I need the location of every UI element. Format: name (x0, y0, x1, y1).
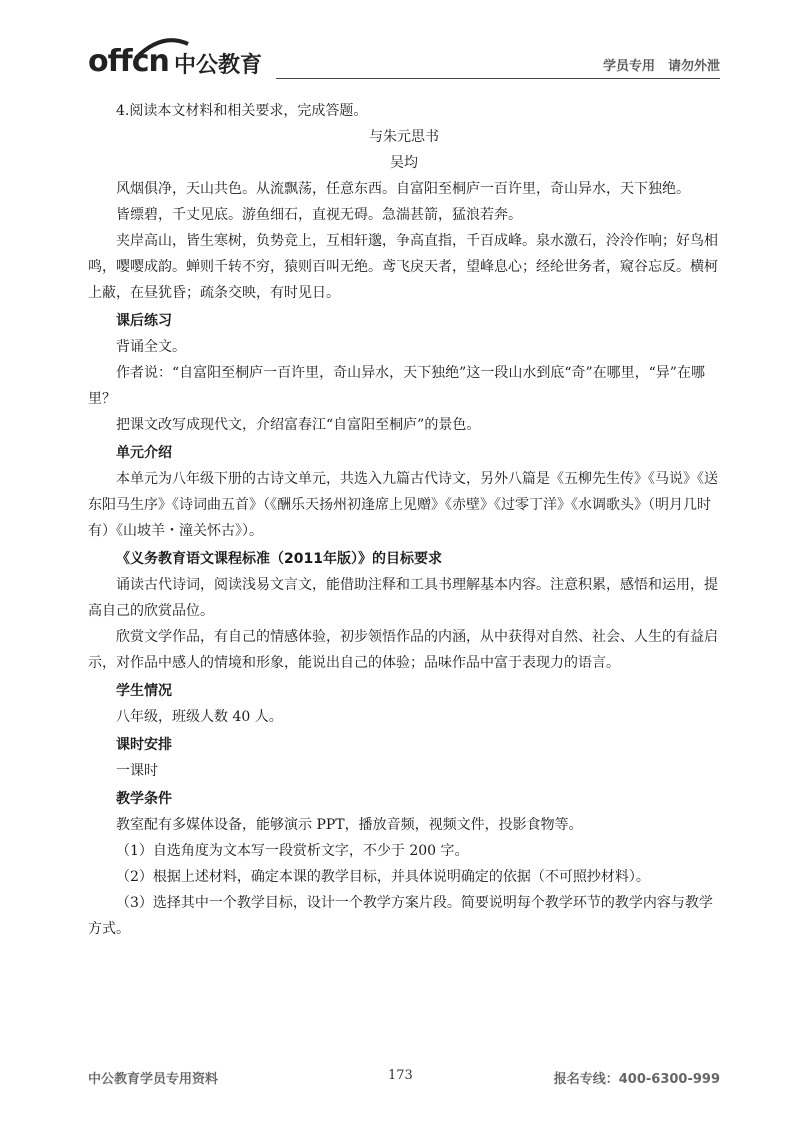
conditions-text: 教室配有多媒体设备，能够演示 PPT，播放音频，视频文件，投影食物等。 (116, 817, 583, 833)
header-rule (276, 78, 720, 79)
unit-text: 本单元为八年级下册的古诗文单元，共选入九篇古代诗文，另外八篇是《五柳先生传》《马说》《送东阳马生序》《诗词曲五首》（《酬乐天扬州初逢席上见赠》《赤壁》《过零丁洋》《水调歌头》（明月几时有）《山坡羊・潼关怀古》）。 (88, 471, 718, 539)
section-heading-students: 学生情况 (116, 683, 172, 699)
exercise-item: 背诵全文。 (116, 339, 186, 355)
page-number: 173 (388, 1068, 413, 1083)
footer-label: 中公教育学员专用资料 (88, 1072, 219, 1087)
section-heading-schedule: 课时安排 (116, 737, 172, 753)
page-footer (88, 1068, 720, 1092)
logo-wordmark: offcn (88, 44, 169, 79)
poem-author: 吴均 (390, 155, 418, 171)
poem-paragraph: 皆缥碧，千丈见底。游鱼细石，直视无碍。急湍甚箭，猛浪若奔。 (116, 207, 522, 223)
question-prompt: 4.阅读本文材料和相关要求，完成答题。 (116, 103, 368, 119)
logo-chinese: 中公教育 (174, 53, 263, 78)
task-item: （3）选择其中一个教学目标，设计一个教学方案片段。简要说明每个教学环节的教学内容与教学方式。 (88, 895, 713, 937)
standard-item: 诵读古代诗词，阅读浅易文言文，能借助注释和工具书理解基本内容。注意积累，感悟和运用，提高自己的欣赏品位。 (88, 577, 718, 619)
poem-title: 与朱元思书 (369, 129, 439, 145)
exercise-item: 把课文改写成现代文，介绍富春江“自富阳至桐庐”的景色。 (116, 417, 481, 433)
page-header (88, 36, 720, 82)
task-item: （1）自选角度为文本写一段赏析文字，不少于 200 字。 (116, 843, 469, 859)
exercise-item: 作者说：“自富阳至桐庐一百许里，奇山异水，天下独绝”这一段山水到底“奇”在哪里，“异”在哪里？ (88, 365, 705, 407)
header-tag: 学员专用 请勿外泄 (602, 59, 720, 74)
section-heading-conditions: 教学条件 (116, 791, 172, 807)
section-heading-exercises: 课后练习 (116, 313, 172, 329)
section-heading-unit: 单元介绍 (116, 445, 172, 461)
section-heading-standard: 《义务教育语文课程标准（2011年版）》的目标要求 (116, 551, 442, 567)
footer-hotline: 报名专线：400-6300-999 (553, 1072, 720, 1087)
schedule-text: 一课时 (116, 763, 158, 779)
task-item: （2）根据上述材料，确定本课的教学目标，并具体说明确定的依据（不可照抄材料）。 (116, 869, 650, 885)
standard-item: 欣赏文学作品，有自己的情感体验，初步领悟作品的内涵，从中获得对自然、社会、人生的有益启示，对作品中感人的情境和形象，能说出自己的体验；品味作品中富于表现力的语言。 (88, 629, 718, 671)
students-text: 八年级，班级人数 40 人。 (116, 709, 283, 725)
poem-paragraph: 夹岸高山，皆生寒树，负势竞上，互相轩邈，争高直指，千百成峰。泉水激石，泠泠作响；好鸟相鸣，嘤嘤成韵。蝉则千转不穷，猿则百叫无绝。鸢飞戾天者，望峰息心；经纶世务者，窥谷忘反。横柯上蔽，在昼犹昏；疏条交映，有时见日。 (88, 233, 718, 301)
poem-paragraph: 风烟俱净，天山共色。从流飘荡，任意东西。自富阳至桐庐一百许里，奇山异水，天下独绝。 (116, 181, 690, 197)
document-body (88, 98, 720, 942)
